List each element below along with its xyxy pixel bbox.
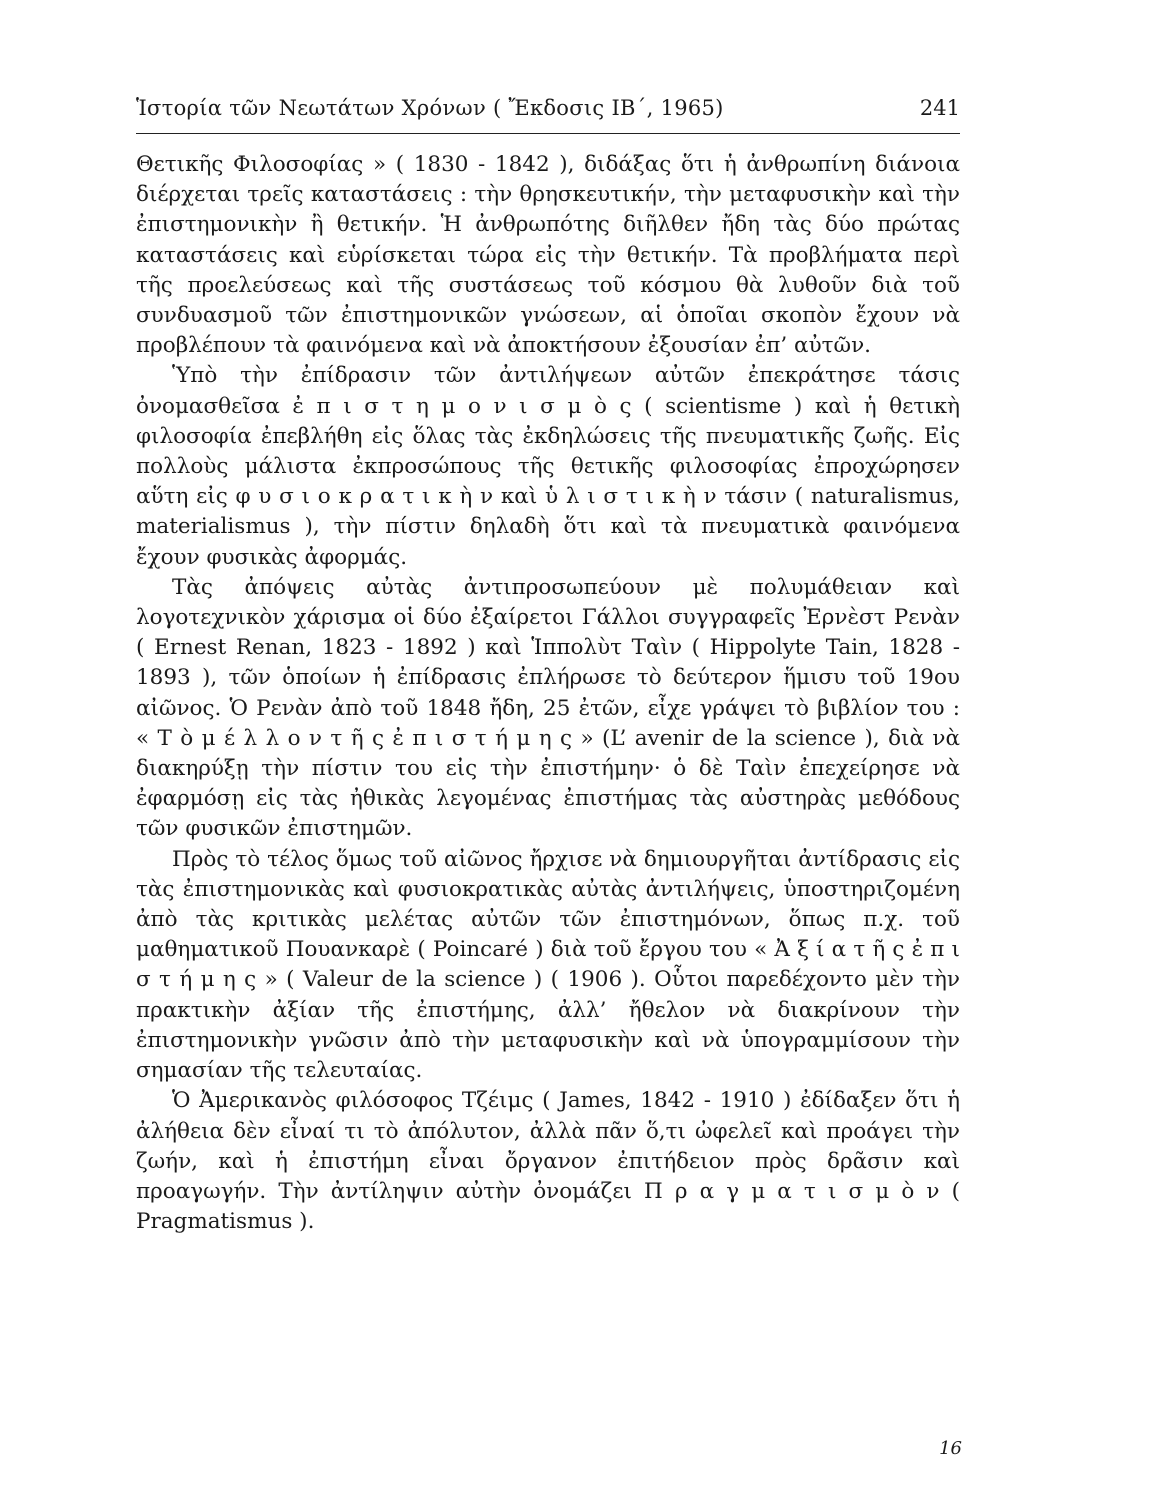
paragraph: Ὁ Ἀμερικανὸς φιλόσοφος Τζέιμς ( James, 1842 - 1910 ) ἐδίδαξεν ὅτι ἡ ἀλήθεια δὲν εἶναί τι τὸ ἀπόλυτον, ἀλλὰ πᾶν ὅ,τι ὠφελεῖ καὶ προάγει τὴν ζωήν, καὶ ἡ ἐπιστήμη εἶναι ὄργανον ἐπιτήδειον πρὸς δρᾶσιν καὶ προαγωγήν. Τὴν ἀντίληψιν αὐτὴν ὀνομάζει Π ρ α γ μ α τ ι σ μ ὸ ν ( Pragmatismus ). [136,1088,960,1235]
paragraph: Πρὸς τὸ τέλος ὅμως τοῦ αἰῶνος ἤρχισε νὰ δημιουργῆται ἀντίδρασις εἰς τὰς ἐπιστημονικὰς καὶ φυσιοκρατικὰς αὐτὰς ἀντιλήψεις, ὑποστηριζομένη ἀπὸ τὰς κριτικὰς μελέτας αὐτῶν τῶν ἐπιστημόνων, ὅπως π.χ. τοῦ μαθηματικοῦ Πουανκαρὲ ( Poincaré ) διὰ τοῦ ἔργου του « Ἀ ξ ί α τ ῆ ς ἐ π ι σ τ ή μ η ς » ( Valeur de la science ) ( 1906 ). Οὗτοι παρεδέχοντο μὲν τὴν πρακτικὴν ἀξίαν τῆς ἐπιστήμης, ἀλλ’ ἤθελον νὰ διακρίνουν τὴν ἐπιστημονικὴν γνῶσιν ἀπὸ τὴν μεταφυσικὴν καὶ νὰ ὑπογραμμίσουν τὴν σημασίαν τῆς τελευταίας. [136,846,960,1084]
running-header [136,94,960,134]
paragraph: Θετικῆς Φιλοσοφίας » ( 1830 - 1842 ), διδάξας ὅτι ἡ ἀνθρωπίνη διάνοια διέρχεται τρεῖς καταστάσεις : τὴν θρησκευτικήν, τὴν μεταφυσικὴν καὶ τὴν ἐπιστημονικὴν ἢ θετικήν. Ἡ ἀνθρωπότης διῆλθεν ἤδη τὰς δύο πρώτας καταστάσεις καὶ εὑρίσκεται τώρα εἰς τὴν θετικήν. Τὰ προβλήματα περὶ τῆς προελεύσεως καὶ τῆς συστάσεως τοῦ κόσμου θὰ λυθοῦν διὰ τοῦ συνδυασμοῦ τῶν ἐπιστημονικῶν γνώσεων, αἱ ὁποῖαι σκοπὸν ἔχουν νὰ προβλέπουν τὰ φαινόμενα καὶ νὰ ἀποκτήσουν ἐξουσίαν ἐπ’ αὐτῶν. [136,152,960,359]
page-number: 241 [919,96,960,120]
header-rule [136,133,960,134]
body-text [136,150,960,1237]
signature-mark: 16 [939,1438,962,1459]
paragraph: Ὑπὸ τὴν ἐπίδρασιν τῶν ἀντιλήψεων αὐτῶν ἐπεκράτησε τάσις ὀνομασθεῖσα ἐ π ι σ τ η μ ο ν ι σ μ ὸ ς ( scientisme ) καὶ ἡ θετικὴ φιλοσοφία ἐπεβλήθη εἰς ὅλας τὰς ἐκδηλώσεις τῆς πνευματικῆς ζωῆς. Εἰς πολλοὺς μάλιστα ἐκπροσώπους τῆς θετικῆς φιλοσοφίας ἐπροχώρησεν αὕτη εἰς φ υ σ ι ο κ ρ α τ ι κ ὴ ν καὶ ὑ λ ι σ τ ι κ ὴ ν τάσιν ( naturalismus, materialismus ), τὴν πίστιν δηλαδὴ ὅτι καὶ τὰ πνευματικὰ φαινόμενα ἔχουν φυσικὰς ἀφορμάς. [136,363,960,570]
header-title: Ἱστορία τῶν Νεωτάτων Χρόνων ( Ἔκδοσις ΙΒ΄, 1965) [136,96,724,120]
paragraph: Τὰς ἀπόψεις αὐτὰς ἀντιπροσωπεύουν μὲ πολυμάθειαν καὶ λογοτεχνικὸν χάρισμα οἱ δύο ἐξαίρετοι Γάλλοι συγγραφεῖς Ἐρνὲστ Ρενὰν ( Ernest Renan, 1823 - 1892 ) καὶ Ἱππολὺτ Ταὶν ( Hippolyte Tain, 1828 - 1893 ), τῶν ὁποίων ἡ ἐπίδρασις ἐπλήρωσε τὸ δεύτερον ἥμισυ τοῦ 19ου αἰῶνος. Ὁ Ρενὰν ἀπὸ τοῦ 1848 ἤδη, 25 ἐτῶν, εἶχε γράψει τὸ βιβλίον του : « Τ ὸ μ έ λ λ ο ν τ ῆ ς ἐ π ι σ τ ή μ η ς » (L’ avenir de la science ), διὰ νὰ διακηρύξῃ τὴν πίστιν του εἰς τὴν ἐπιστήμην· ὁ δὲ Ταὶν ἐπεχείρησε νὰ ἐφαρμόσῃ εἰς τὰς ἠθικὰς λεγομένας ἐπιστήμας τὰς αὐστηρὰς μεθόδους τῶν φυσικῶν ἐπιστημῶν. [136,574,960,842]
